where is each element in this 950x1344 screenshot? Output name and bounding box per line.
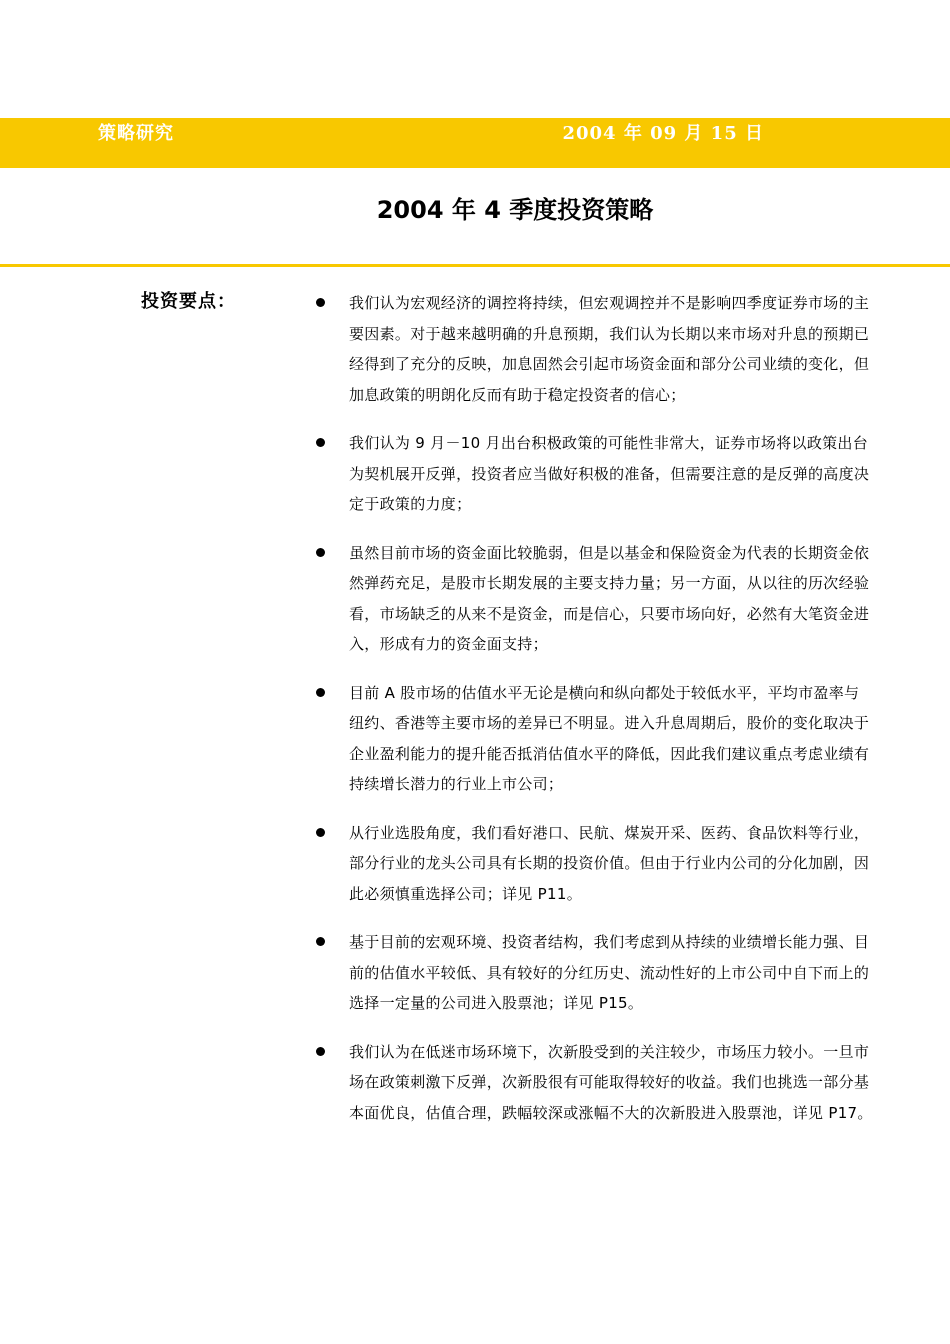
list-item xyxy=(314,927,874,1019)
list-item-text: 我们认为 9 月－10 月出台积极政策的可能性非常大，证券市场将以政策出台为契机展开反弹，投资者应当做好积极的准备，但需要注意的是反弹的高度决定于政策的力度； xyxy=(349,434,870,513)
list-item xyxy=(314,288,874,410)
document-title: 2004 年 4 季度投资策略 xyxy=(376,196,654,224)
bullet-icon xyxy=(316,548,325,557)
list-item xyxy=(314,678,874,800)
list-item-text: 我们认为在低迷市场环境下，次新股受到的关注较少，市场压力较小。一旦市场在政策刺激下反弹，次新股很有可能取得较好的收益。我们也挑选一部分基本面优良，估值合理，跌幅较深或涨幅不大的次新股进入股票池，详见 P17。 xyxy=(349,1042,873,1122)
divider-line xyxy=(0,264,950,267)
key-points-list xyxy=(314,288,874,1146)
list-item-text: 目前 A 股市场的估值水平无论是横向和纵向都处于较低水平，平均市盈率与纽约、香港等主要市场的差异已不明显。进入升息周期后，股价的变化取决于企业盈利能力的提升能否抵消估值水平的降低，因此我们建议重点考虑业绩有持续增长潜力的行业上市公司； xyxy=(349,683,870,793)
list-item-text: 基于目前的宏观环境、投资者结构，我们考虑到从持续的业绩增长能力强、目前的估值水平较低、具有较好的分红历史、流动性好的上市公司中自下而上的选择一定量的公司进入股票池；详见 P15。 xyxy=(349,933,870,1012)
list-item xyxy=(314,538,874,660)
key-points-label: 投资要点： xyxy=(141,291,236,312)
report-date: 2004 年 09 月 15 日 xyxy=(562,123,764,144)
list-item-text: 虽然目前市场的资金面比较脆弱，但是以基金和保险资金为代表的长期资金依然弹药充足，是股市长期发展的主要支持力量；另一方面，从以往的历次经验看，市场缺乏的从来不是资金，而是信心，只要市场向好，必然有大笔资金进入，形成有力的资金面支持； xyxy=(349,543,870,653)
list-item xyxy=(314,818,874,910)
section-name: 策略研究 xyxy=(98,123,174,144)
bullet-icon xyxy=(316,1047,325,1056)
list-item xyxy=(314,428,874,520)
bullet-icon xyxy=(316,937,325,946)
list-item xyxy=(314,1037,874,1129)
bullet-icon xyxy=(316,438,325,447)
bullet-icon xyxy=(316,298,325,307)
list-item-text: 我们认为宏观经济的调控将持续，但宏观调控并不是影响四季度证券市场的主要因素。对于越来越明确的升息预期，我们认为长期以来市场对升息的预期已经得到了充分的反映，加息固然会引起市场资金面和部分公司业绩的变化，但加息政策的明朗化反而有助于稳定投资者的信心； xyxy=(349,294,870,404)
list-item-text: 从行业选股角度，我们看好港口、民航、煤炭开采、医药、食品饮料等行业，部分行业的龙头公司具有长期的投资价值。但由于行业内公司的分化加剧，因此必须慎重选择公司；详见 P11。 xyxy=(349,823,870,903)
bullet-icon xyxy=(316,688,325,697)
bullet-icon xyxy=(316,828,325,837)
